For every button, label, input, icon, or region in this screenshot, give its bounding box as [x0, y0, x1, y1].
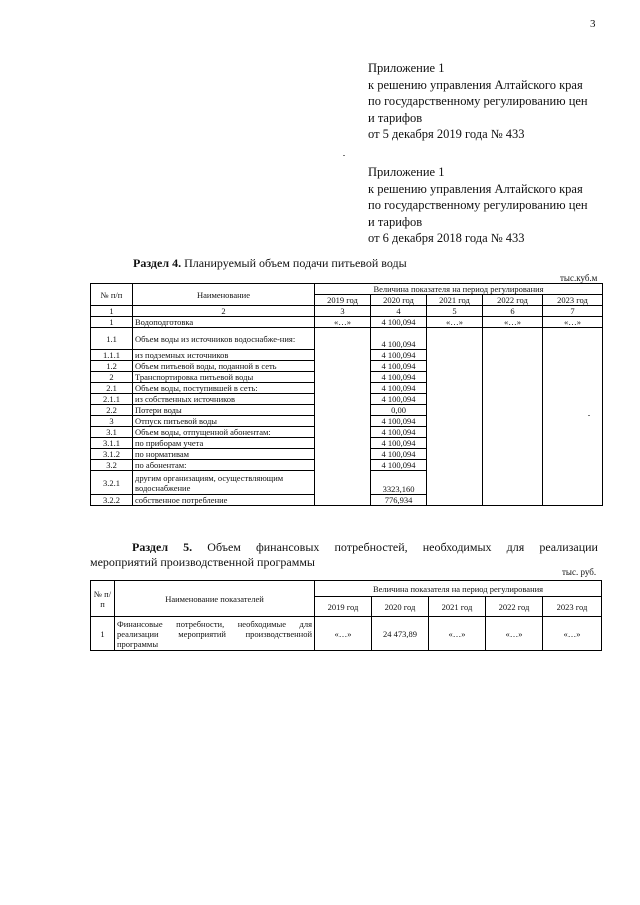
- row-num: 1.1.1: [91, 350, 133, 361]
- value-2020: 4 100,094: [371, 372, 427, 383]
- row-name: Отпуск питьевой воды: [133, 416, 315, 427]
- appendix-line: Приложение 1: [368, 61, 445, 75]
- column-number: 1: [91, 306, 133, 317]
- section5-units: тыс. руб.: [562, 567, 597, 577]
- header-name: Наименование показателей: [115, 581, 315, 617]
- value-2020: 4 100,094: [371, 438, 427, 449]
- value-2019: [315, 449, 371, 460]
- table-row: [91, 328, 603, 350]
- row-name: Объем воды из источников водоснабже-ния:: [133, 328, 315, 350]
- section4-units: тыс.куб.м: [560, 273, 598, 283]
- value-2022: [483, 383, 543, 394]
- column-number: 7: [543, 306, 603, 317]
- row-name: Транспортировка питьевой воды: [133, 372, 315, 383]
- table-row: [91, 361, 603, 372]
- page-number: 3: [590, 18, 596, 30]
- appendix-line: к решению управления Алтайского края: [368, 77, 583, 92]
- section5-title-text: Объем финансовых потребностей, необходимых для реализации: [192, 540, 598, 554]
- header-year: 2020 год: [371, 295, 427, 306]
- section5-title-line1: [90, 540, 598, 555]
- value-2019: [315, 361, 371, 372]
- value-2021: [427, 449, 483, 460]
- value-2022: [483, 328, 543, 350]
- table-row: [91, 416, 603, 427]
- row-name: другим организациям, осуществляющим водоснабжение: [133, 471, 315, 495]
- table-row: [91, 460, 603, 471]
- value-2023: [543, 471, 603, 495]
- value-2022: [483, 427, 543, 438]
- value-2023: [543, 350, 603, 361]
- scan-speck: [343, 155, 345, 156]
- value-2020: 776,934: [371, 495, 427, 506]
- value-2023: [543, 460, 603, 471]
- row-name: Объем воды, отпущенной абонентам:: [133, 427, 315, 438]
- value-2021: [427, 438, 483, 449]
- value-2023: «…»: [543, 317, 603, 328]
- row-num: 3.1.1: [91, 438, 133, 449]
- value-2019: [315, 495, 371, 506]
- row-num: 3.2: [91, 460, 133, 471]
- value-2022: [483, 372, 543, 383]
- section5-title-line2: мероприятий производственной программы: [90, 555, 315, 569]
- row-num: 2: [91, 372, 133, 383]
- column-number: 5: [427, 306, 483, 317]
- column-number: 6: [483, 306, 543, 317]
- value-2023: [543, 372, 603, 383]
- value-2020: 4 100,094: [371, 317, 427, 328]
- appendix-line: от 6 декабря 2018 года № 433: [368, 231, 525, 245]
- value-2021: [427, 394, 483, 405]
- row-num: 1.1: [91, 328, 133, 350]
- row-name: Потери воды: [133, 405, 315, 416]
- appendix-heading-2018: [368, 164, 628, 247]
- appendix-heading-2019: [368, 60, 628, 143]
- row-name: по приборам учета: [133, 438, 315, 449]
- section4-title-bold: Раздел 4.: [133, 256, 182, 270]
- row-name: Водоподготовка: [133, 317, 315, 328]
- header-year: 2023 год: [543, 295, 603, 306]
- value-2020: 4 100,094: [371, 460, 427, 471]
- value-2019: [315, 328, 371, 350]
- row-num: 3: [91, 416, 133, 427]
- section5-title-bold: Раздел 5.: [132, 540, 193, 554]
- value-2023: «…»: [543, 617, 602, 651]
- value-2020: 4 100,094: [371, 383, 427, 394]
- row-name: из подземных источников: [133, 350, 315, 361]
- value-2019: «…»: [315, 317, 371, 328]
- row-num: 3.2.1: [91, 471, 133, 495]
- column-number: 4: [371, 306, 427, 317]
- header-period: Величина показателя на период регулирования: [315, 284, 603, 295]
- value-2019: [315, 438, 371, 449]
- value-2020: 4 100,094: [371, 394, 427, 405]
- value-2023: [543, 383, 603, 394]
- value-2021: [427, 405, 483, 416]
- value-2020: 3323,160: [371, 471, 427, 495]
- appendix-line: и тарифов: [368, 110, 423, 125]
- row-num: 1.2: [91, 361, 133, 372]
- row-num: 2.1.1: [91, 394, 133, 405]
- section4-title-text: Планируемый объем подачи питьевой воды: [181, 256, 407, 270]
- value-2019: [315, 394, 371, 405]
- table-row: [91, 427, 603, 438]
- section5-title: [90, 540, 598, 570]
- appendix-line: по государственному регулированию цен: [368, 198, 588, 212]
- value-2022: [483, 394, 543, 405]
- header-year: 2023 год: [543, 597, 602, 617]
- row-num: 2.1: [91, 383, 133, 394]
- value-2022: [483, 405, 543, 416]
- value-2020: 4 100,094: [371, 328, 427, 350]
- table-row: [91, 372, 603, 383]
- value-2019: [315, 350, 371, 361]
- value-2021: [427, 328, 483, 350]
- value-2022: [483, 449, 543, 460]
- row-name: Объем питьевой воды, поданной в сеть: [133, 361, 315, 372]
- value-2021: [427, 350, 483, 361]
- section4-table: [90, 283, 603, 506]
- value-2021: [427, 427, 483, 438]
- header-year: 2020 год: [372, 597, 429, 617]
- value-2020: 4 100,094: [371, 416, 427, 427]
- header-year: 2022 год: [486, 597, 543, 617]
- value-2022: «…»: [486, 617, 543, 651]
- value-2023: [543, 361, 603, 372]
- appendix-line: от 5 декабря 2019 года № 433: [368, 127, 525, 141]
- value-2021: [427, 361, 483, 372]
- value-2023: [543, 495, 603, 506]
- table-row: [91, 317, 603, 328]
- row-num: 1: [91, 617, 115, 651]
- value-2023: [543, 438, 603, 449]
- row-num: 3.1.2: [91, 449, 133, 460]
- appendix-line: Приложение 1: [368, 165, 445, 179]
- header-num: № п/п: [91, 284, 133, 306]
- header-name: Наименование: [133, 284, 315, 306]
- table-row: [91, 495, 603, 506]
- value-2022: [483, 460, 543, 471]
- appendix-line: и тарифов: [368, 214, 423, 229]
- row-num: 1: [91, 317, 133, 328]
- value-2021: [427, 416, 483, 427]
- value-2022: [483, 495, 543, 506]
- table-row: [91, 617, 602, 651]
- value-2022: [483, 471, 543, 495]
- value-2019: [315, 427, 371, 438]
- value-2021: [427, 460, 483, 471]
- row-num: 3.2.2: [91, 495, 133, 506]
- value-2019: [315, 471, 371, 495]
- value-2021: [427, 372, 483, 383]
- row-name: собственное потребление: [133, 495, 315, 506]
- value-2023: [543, 405, 603, 416]
- row-num: 2.2: [91, 405, 133, 416]
- header-year: 2021 год: [429, 597, 486, 617]
- value-2022: «…»: [483, 317, 543, 328]
- table-row: [91, 383, 603, 394]
- table-row: [91, 350, 603, 361]
- value-2022: [483, 438, 543, 449]
- value-2023: [543, 427, 603, 438]
- header-period: Величина показателя на период регулирования: [315, 581, 602, 597]
- section5-table: [90, 580, 602, 651]
- value-2023: [543, 416, 603, 427]
- value-2021: [427, 471, 483, 495]
- table-row: [91, 405, 603, 416]
- header-year: 2022 год: [483, 295, 543, 306]
- value-2021: «…»: [427, 317, 483, 328]
- value-2022: [483, 350, 543, 361]
- row-name: Финансовые потребности, необходимые для реализации мероприятий производственной программы: [115, 617, 315, 651]
- table-row: [91, 449, 603, 460]
- value-2021: [427, 495, 483, 506]
- value-2023: [543, 328, 603, 350]
- scan-speck: [588, 415, 590, 416]
- value-2020: 0,00: [371, 405, 427, 416]
- value-2022: [483, 361, 543, 372]
- header-year: 2019 год: [315, 295, 371, 306]
- value-2023: [543, 394, 603, 405]
- value-2019: «…»: [315, 617, 372, 651]
- row-name: из собственных источников: [133, 394, 315, 405]
- appendix-line: по государственному регулированию цен: [368, 94, 588, 108]
- column-number: 3: [315, 306, 371, 317]
- row-name: Объем воды, поступившей в сеть:: [133, 383, 315, 394]
- appendix-line: к решению управления Алтайского края: [368, 181, 583, 196]
- value-2021: [427, 383, 483, 394]
- value-2019: [315, 405, 371, 416]
- value-2022: [483, 416, 543, 427]
- row-name: по абонентам:: [133, 460, 315, 471]
- column-number: 2: [133, 306, 315, 317]
- header-year: 2021 год: [427, 295, 483, 306]
- table-row: [91, 471, 603, 495]
- row-num: 3.1: [91, 427, 133, 438]
- value-2020: 4 100,094: [371, 449, 427, 460]
- table-row: [91, 394, 603, 405]
- value-2020: 4 100,094: [371, 427, 427, 438]
- value-2020: 4 100,094: [371, 361, 427, 372]
- value-2021: «…»: [429, 617, 486, 651]
- header-year: 2019 год: [315, 597, 372, 617]
- value-2020: 4 100,094: [371, 350, 427, 361]
- value-2020: 24 473,89: [372, 617, 429, 651]
- value-2019: [315, 372, 371, 383]
- header-num: № п/ п: [91, 581, 115, 617]
- row-name: по нормативам: [133, 449, 315, 460]
- table-row: [91, 438, 603, 449]
- section4-title: [133, 256, 407, 271]
- value-2019: [315, 460, 371, 471]
- value-2023: [543, 449, 603, 460]
- value-2019: [315, 383, 371, 394]
- value-2019: [315, 416, 371, 427]
